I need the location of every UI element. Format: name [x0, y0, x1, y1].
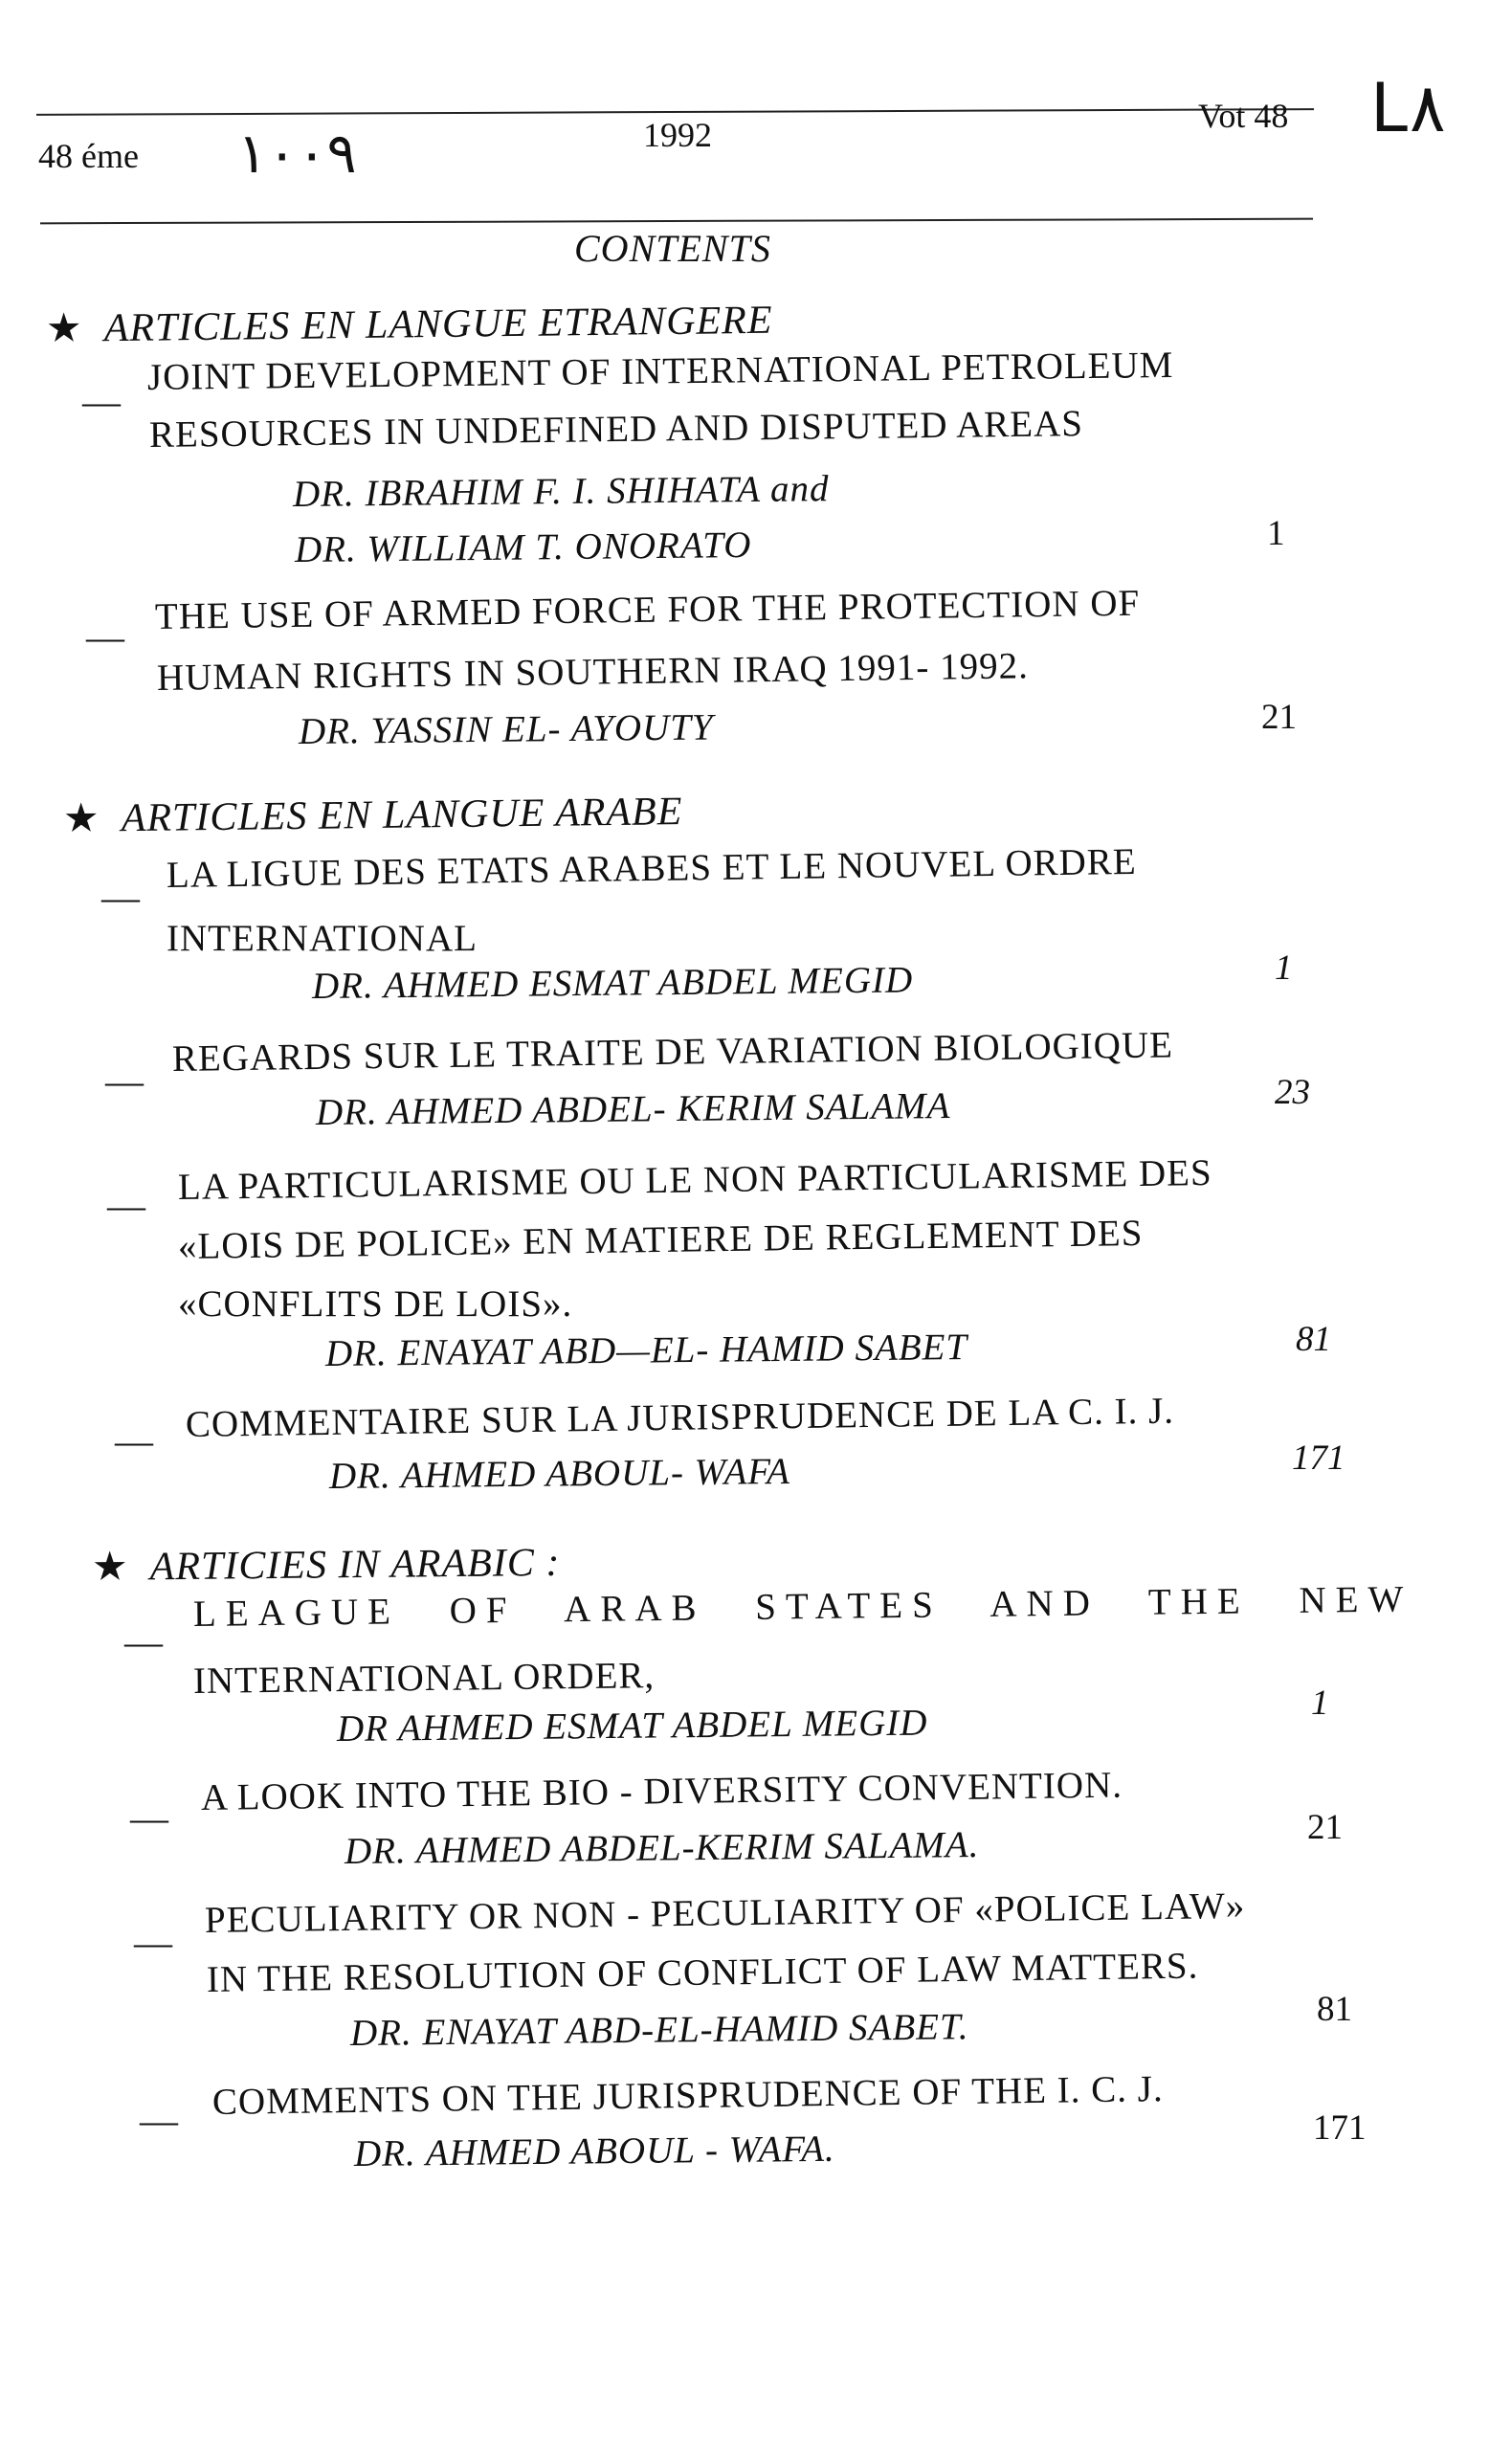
entry-dash: —	[101, 876, 140, 919]
entry-dash: —	[105, 1059, 144, 1103]
entry-title-line: PECULIARITY OR NON - PECULIARITY OF «POLICE LAW»	[204, 1884, 1246, 1941]
entry-title-line: «CONFLITS DE LOIS».	[178, 1283, 573, 1325]
entry-title-line: IN THE RESOLUTION OF CONFLICT OF LAW MATTERS.	[206, 1945, 1199, 2000]
edition-label: 48 éme	[38, 137, 139, 175]
entry-page-number: 81	[1317, 1990, 1352, 2029]
contents-title: CONTENTS	[574, 227, 771, 270]
entry-author: DR. WILLIAM T. ONORATO	[294, 524, 752, 570]
star-icon: ★	[91, 1545, 129, 1590]
section-heading-arabe	[63, 787, 683, 842]
entry-dash: —	[82, 380, 121, 423]
section-heading-text: ARTICLES EN LANGUE ARABE	[121, 790, 683, 841]
entry-page-number: 23	[1275, 1073, 1310, 1112]
entry-author: DR. ENAYAT ABD-EL-HAMID SABET.	[349, 2006, 969, 2054]
entry-title-line: LA PARTICULARISME OU LE NON PARTICULARISME DES	[177, 1151, 1212, 1208]
entry-dash: —	[130, 1796, 168, 1839]
entry-author: DR AHMED ESMAT ABDEL MEGID	[336, 1702, 928, 1750]
entry-page-number: 81	[1296, 1320, 1331, 1359]
entry-author: DR. AHMED ABOUL - WAFA.	[353, 2128, 835, 2174]
entry-page-number: 1	[1267, 514, 1285, 553]
entry-title-line: LEAGUE OF ARAB STATES AND THE NEW	[192, 1578, 1413, 1635]
entry-author: DR. AHMED ABDEL-KERIM SALAMA.	[344, 1824, 980, 1872]
entry-author: DR. IBRAHIM F. I. SHIHATA and	[292, 468, 830, 515]
entry-title-line: JOINT DEVELOPMENT OF INTERNATIONAL PETROLEUM	[146, 344, 1174, 398]
entry-title-line: «LOIS DE POLICE» EN MATIERE DE REGLEMENT DES	[177, 1212, 1144, 1267]
entry-dash: —	[124, 1620, 163, 1663]
entry-page-number: 171	[1292, 1438, 1345, 1478]
entry-author: DR. AHMED ABOUL- WAFA	[328, 1450, 791, 1497]
volume-label: Vot 48	[1198, 97, 1289, 135]
entry-title-line: COMMENTS ON THE JURISPRUDENCE OF THE I. C. J.	[211, 2068, 1164, 2123]
entry-page-number: 1	[1275, 948, 1293, 988]
entry-author: DR. ENAYAT ABD—EL- HAMID SABET	[324, 1326, 968, 1374]
entry-dash: —	[140, 2099, 178, 2142]
entry-dash: —	[115, 1419, 153, 1462]
entry-author: DR. AHMED ESMAT ABDEL MEGID	[311, 959, 914, 1007]
entry-dash: —	[134, 1921, 172, 1964]
section-heading-text: ARTICLES EN LANGUE ETRANGERE	[103, 298, 773, 351]
entry-title-line: REGARDS SUR LE TRAITE DE VARIATION BIOLOGIQUE	[171, 1024, 1174, 1080]
year-label: 1992	[643, 116, 712, 154]
entry-page-number: 171	[1313, 2108, 1367, 2148]
entry-author: DR. AHMED ABDEL- KERIM SALAMA	[315, 1085, 951, 1133]
handwritten-number: ١٠٠٩	[237, 121, 357, 186]
star-icon: ★	[62, 796, 100, 841]
entry-dash: —	[107, 1184, 145, 1227]
section-heading-in-arabic	[92, 1538, 561, 1591]
entry-title-line: THE USE OF ARMED FORCE FOR THE PROTECTION OF	[154, 582, 1141, 637]
star-icon: ★	[45, 306, 83, 351]
entry-title-line: COMMENTAIRE SUR LA JURISPRUDENCE DE LA C. I. J.	[185, 1390, 1175, 1445]
handwritten-corner-mark: L٨	[1370, 69, 1446, 147]
entry-page-number: 21	[1307, 1808, 1343, 1847]
entry-author: DR. YASSIN EL- AYOUTY	[298, 706, 714, 752]
entry-title-line: LA LIGUE DES ETATS ARABES ET LE NOUVEL ORDRE	[166, 840, 1137, 896]
entry-page-number: 21	[1261, 698, 1297, 737]
entry-title-line: INTERNATIONAL ORDER,	[192, 1655, 656, 1702]
header-bottom-rule	[40, 218, 1313, 225]
entry-dash: —	[86, 615, 124, 658]
entry-title-line: RESOURCES IN UNDEFINED AND DISPUTED AREAS	[148, 403, 1084, 456]
section-heading-text: ARTICIES IN ARABIC :	[149, 1540, 561, 1590]
entry-page-number: 1	[1311, 1683, 1329, 1723]
section-heading-foreign	[46, 296, 773, 352]
entry-title-line: HUMAN RIGHTS IN SOUTHERN IRAQ 1991- 1992.	[156, 645, 1030, 699]
entry-title-line: A LOOK INTO THE BIO - DIVERSITY CONVENTION.	[200, 1764, 1123, 1818]
entry-title-line: INTERNATIONAL	[167, 918, 478, 959]
